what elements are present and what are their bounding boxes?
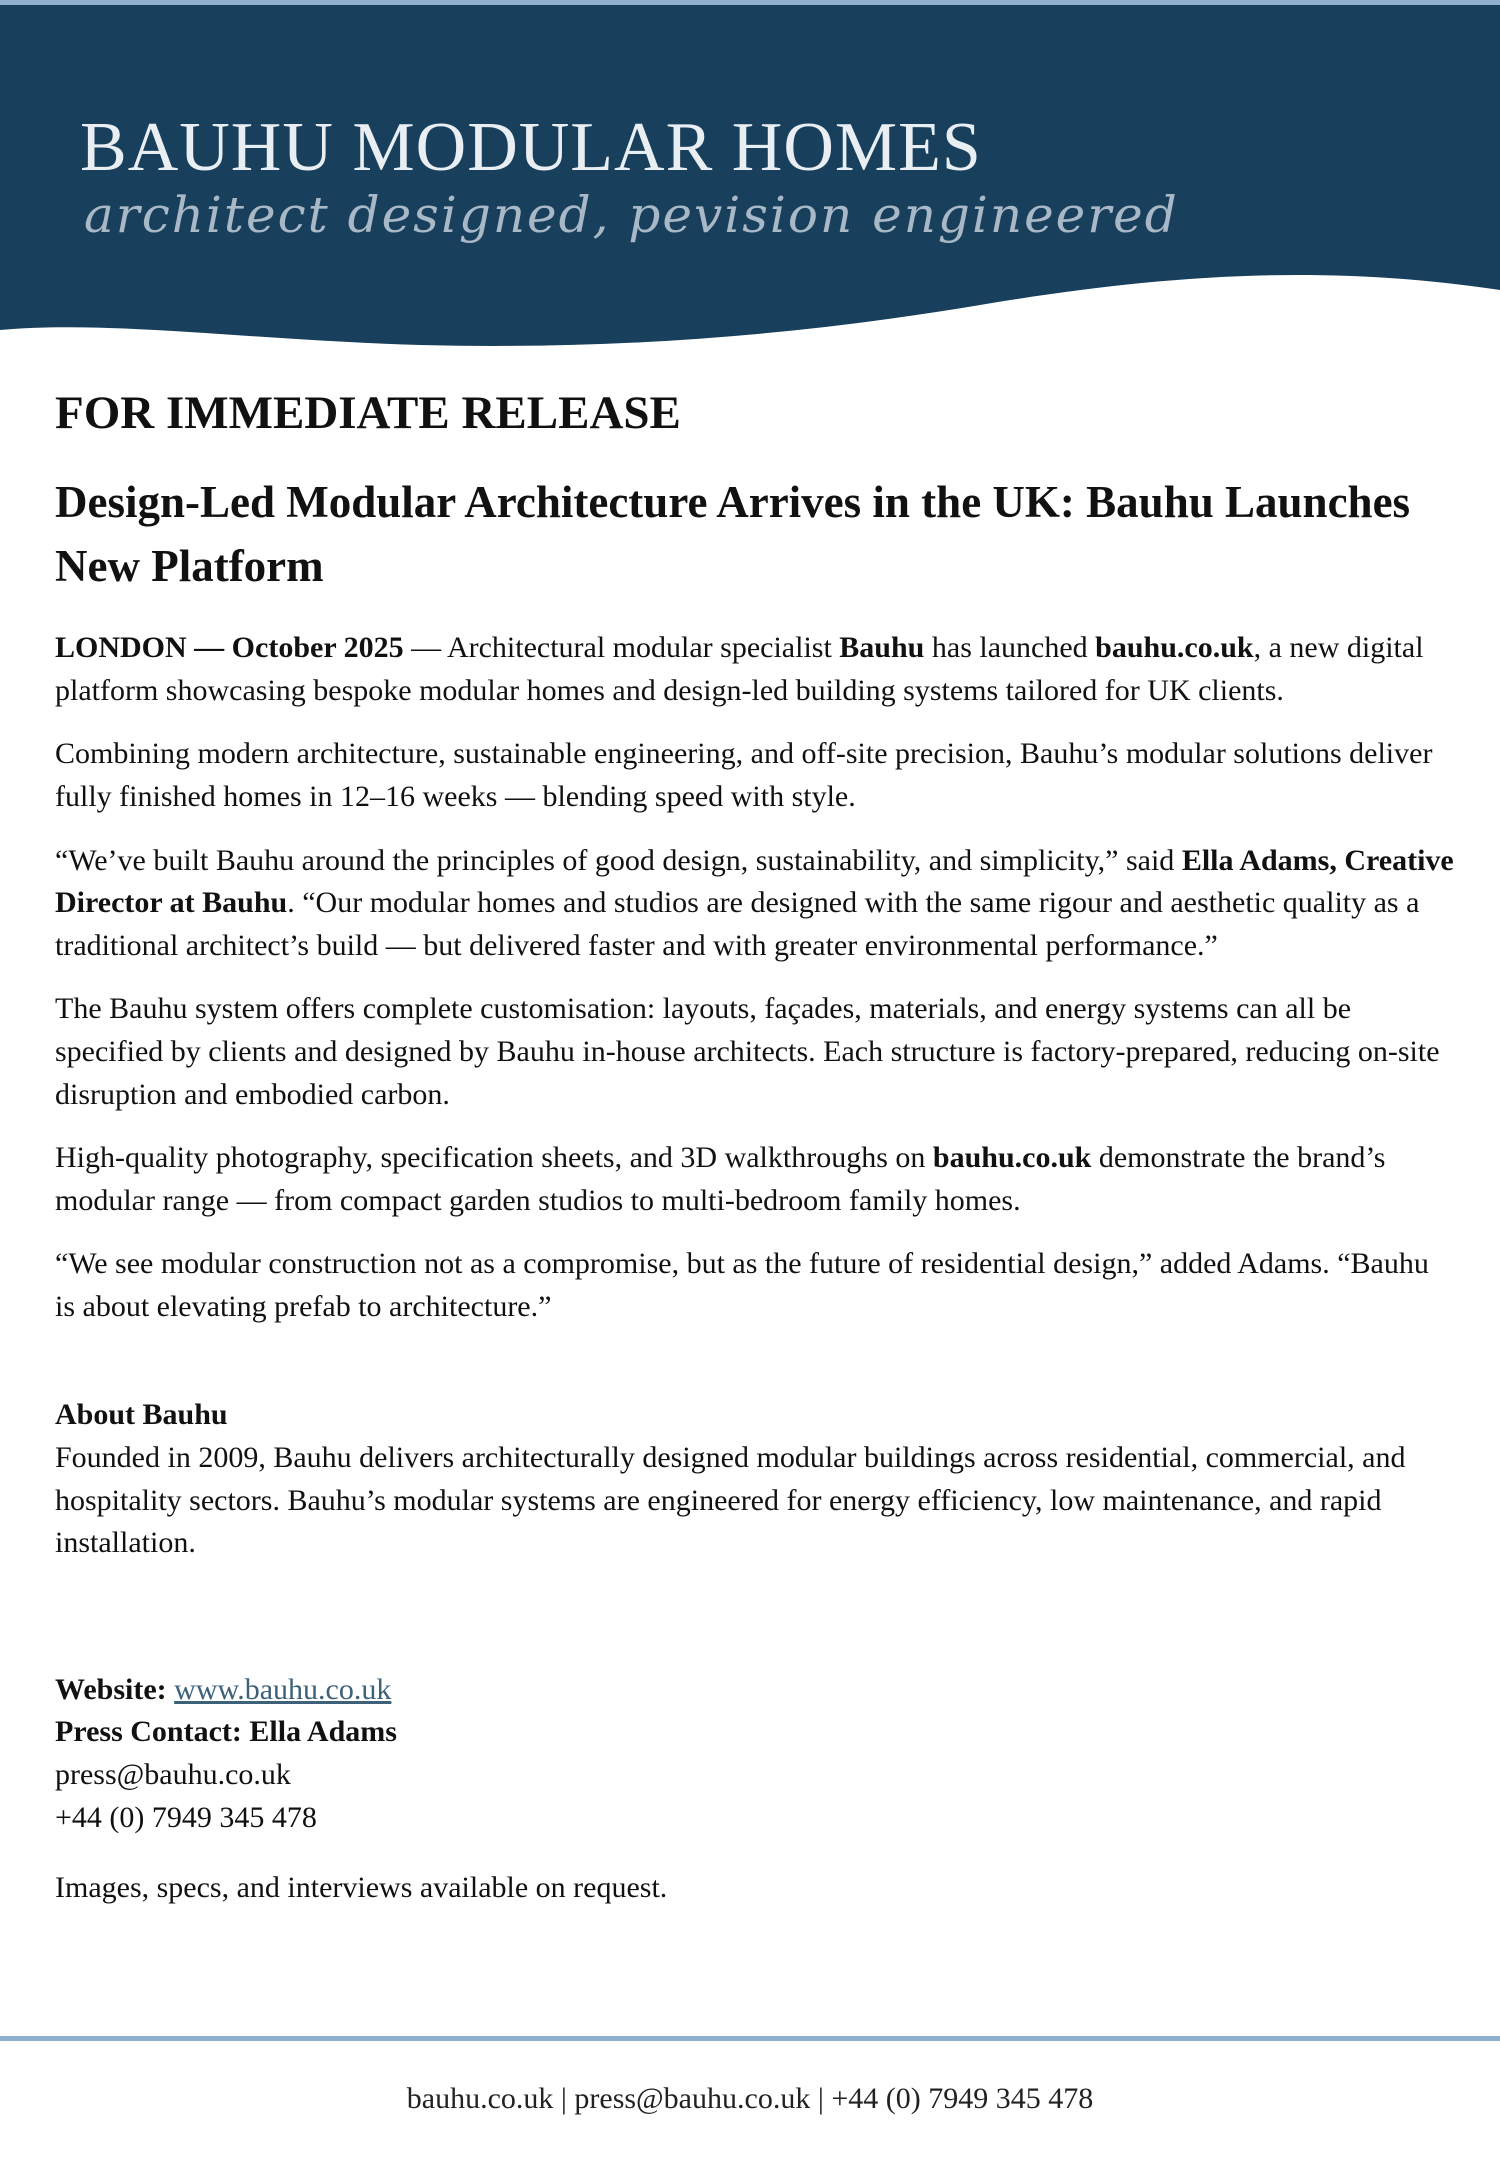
- about-section: [55, 1394, 1455, 1564]
- contact-section: [55, 1669, 1455, 1839]
- footer-rule: [0, 2036, 1500, 2041]
- headline: Design-Led Modular Architecture Arrives in the UK: Bauhu Launches New Platform: [55, 477, 1411, 592]
- about-body: Founded in 2009, Bauhu delivers architecturally designed modular buildings across residential, commercial, and hospitality sectors. Bauhu’s modular systems are engineered for energy efficiency, low maintenance, and rapid installation.: [55, 1441, 1406, 1560]
- footer-contact-line: bauhu.co.uk | press@bauhu.co.uk | +44 (0) 7949 345 478: [406, 2082, 1094, 2115]
- paragraph-closing-quote: “We see modular construction not as a compromise, but as the future of residential design,” added Adams. “Bauhu is about elevating prefab to architecture.”: [55, 1247, 1429, 1323]
- website-link[interactable]: www.bauhu.co.uk: [174, 1672, 392, 1706]
- press-email: press@bauhu.co.uk: [55, 1758, 291, 1792]
- brand-tagline: architect designed, pevision engineered: [84, 186, 1179, 244]
- website-label: Website:: [55, 1672, 167, 1706]
- dateline: LONDON — October 2025: [55, 631, 404, 665]
- paragraph-solutions: Combining modern architecture, sustainable engineering, and off-site precision, Bauhu’s modular solutions deliver fully finished homes in 12–16 weeks — blending speed with style.: [55, 737, 1433, 813]
- press-release-body: [55, 385, 1455, 1910]
- paragraph-media: High-quality photography, specification sheets, and 3D walkthroughs on bauhu.co.uk demonstrate the brand’s modular range — from compact garden studios to multi-bedroom family homes.: [55, 1141, 1386, 1217]
- header-banner: [0, 5, 1500, 355]
- website-line: [55, 1669, 1455, 1712]
- paragraph-intro: LONDON — October 2025 — Architectural modular specialist Bauhu has launched bauhu.co.uk, a new digital platform showcasing bespoke modular homes and design-led building systems tailored for UK clients.: [55, 631, 1424, 707]
- paragraph-customisation: The Bauhu system offers complete customisation: layouts, façades, materials, and energy systems can all be specified by clients and designed by Bauhu in-house architects. Each structure is factory-prepared, reducing on-site disruption and embodied carbon.: [55, 992, 1440, 1111]
- brand-name: BAUHU MODULAR HOMES: [80, 109, 982, 186]
- about-title: About Bauhu: [55, 1398, 228, 1432]
- press-contact: Press Contact: Ella Adams: [55, 1715, 397, 1749]
- paragraph-quote: “We’ve built Bauhu around the principles of good design, sustainability, and simplicity,” said Ella Adams, Creative Director at Bauhu. “Our modular homes and studios are designed with the same rigour and aesthetic quality as a traditional architect’s build — but delivered faster and with greater environmental performance.”: [55, 843, 1454, 962]
- release-label: FOR IMMEDIATE RELEASE: [55, 387, 681, 439]
- availability-note: Images, specs, and interviews available on request.: [55, 1871, 668, 1905]
- press-phone: +44 (0) 7949 345 478: [55, 1800, 317, 1834]
